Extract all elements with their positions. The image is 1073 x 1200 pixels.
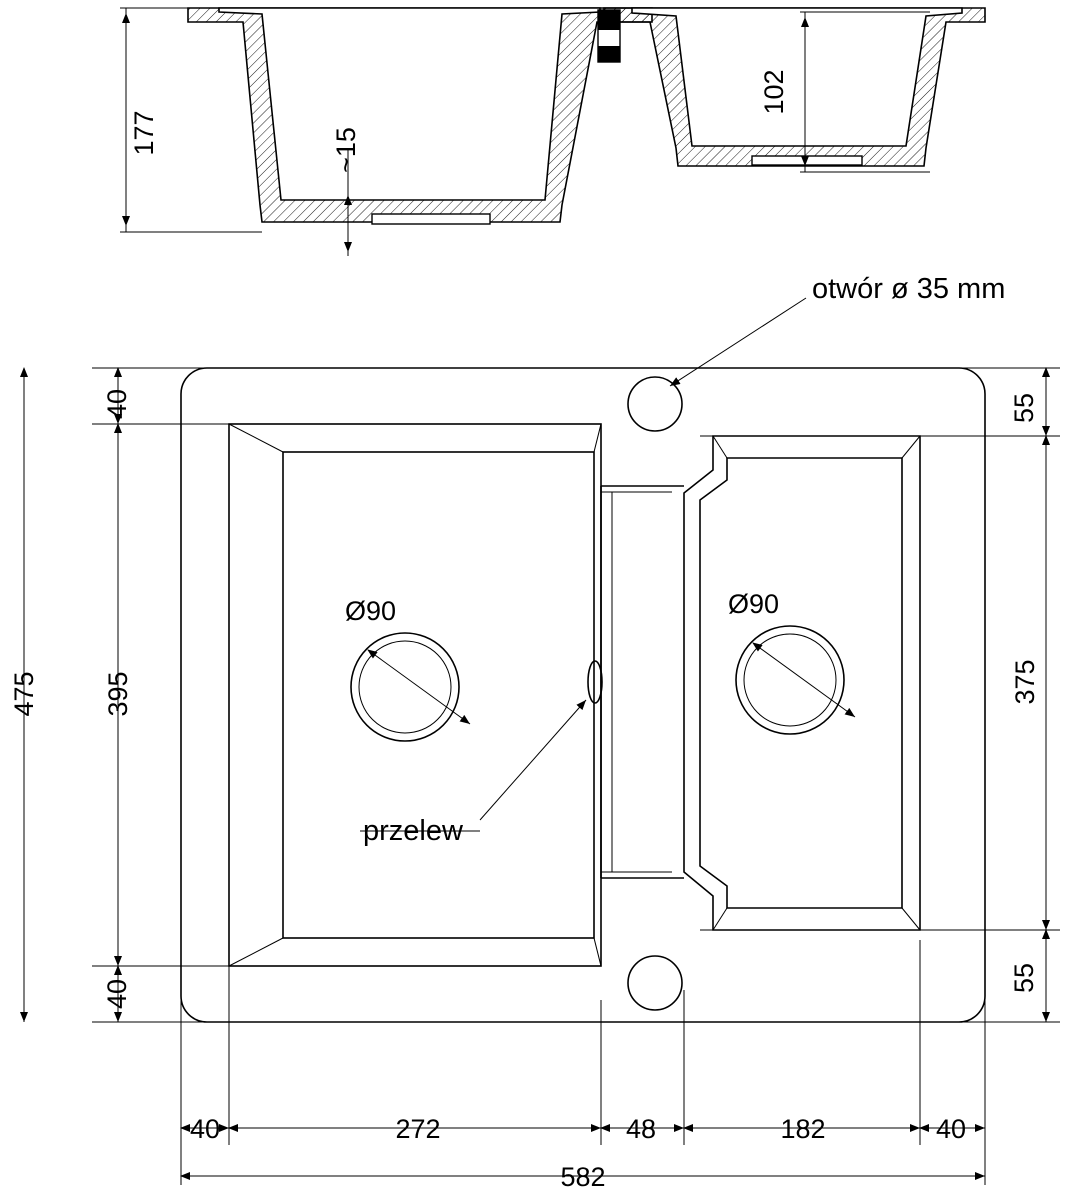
- overflow-slot: [588, 661, 602, 703]
- dim-section-depth-left: 177: [129, 110, 159, 156]
- left-bowl-rim: [229, 424, 601, 966]
- label-overflow: przelew: [363, 815, 463, 847]
- right-bowl-rim: [684, 436, 920, 930]
- dim-left-bowl-length: 395: [103, 671, 133, 717]
- dim-top-margin-right: 55: [1009, 392, 1039, 424]
- dim-right-margin: 40: [935, 1114, 967, 1144]
- dim-drain-left: Ø90: [345, 596, 397, 626]
- section-view: [120, 8, 985, 256]
- dim-overall-width: 582: [560, 1162, 606, 1192]
- dim-left-bowl-width: 272: [395, 1114, 441, 1144]
- dim-drain-right: Ø90: [728, 589, 780, 619]
- dim-bottom-margin-left: 40: [102, 978, 132, 1010]
- left-drain-inner: [359, 641, 451, 733]
- dim-left-margin: 40: [189, 1114, 221, 1144]
- left-drain-outer: [351, 633, 459, 741]
- dim-overall-depth: 475: [9, 671, 39, 717]
- dim-divider-width: 48: [625, 1114, 657, 1144]
- dim-top-margin-left: 40: [102, 388, 132, 420]
- left-bowl-inner: [283, 452, 594, 938]
- right-drain-inner: [744, 634, 836, 726]
- dim-bottom-margin-right: 55: [1009, 962, 1039, 994]
- label-tap-hole: otwór ø 35 mm: [812, 273, 1006, 305]
- dim-section-depth-right: 102: [759, 69, 789, 115]
- tap-hole-top: [628, 377, 682, 431]
- dim-section-thickness: ~15: [331, 127, 361, 173]
- right-drain-outer: [736, 626, 844, 734]
- right-bowl-inner: [700, 458, 902, 908]
- sink-outline: [181, 368, 985, 1022]
- tap-hole-bottom: [628, 956, 682, 1010]
- plan-view: [9, 273, 1060, 1192]
- dim-right-bowl-length: 375: [1010, 659, 1040, 705]
- dim-right-bowl-width: 182: [780, 1114, 826, 1144]
